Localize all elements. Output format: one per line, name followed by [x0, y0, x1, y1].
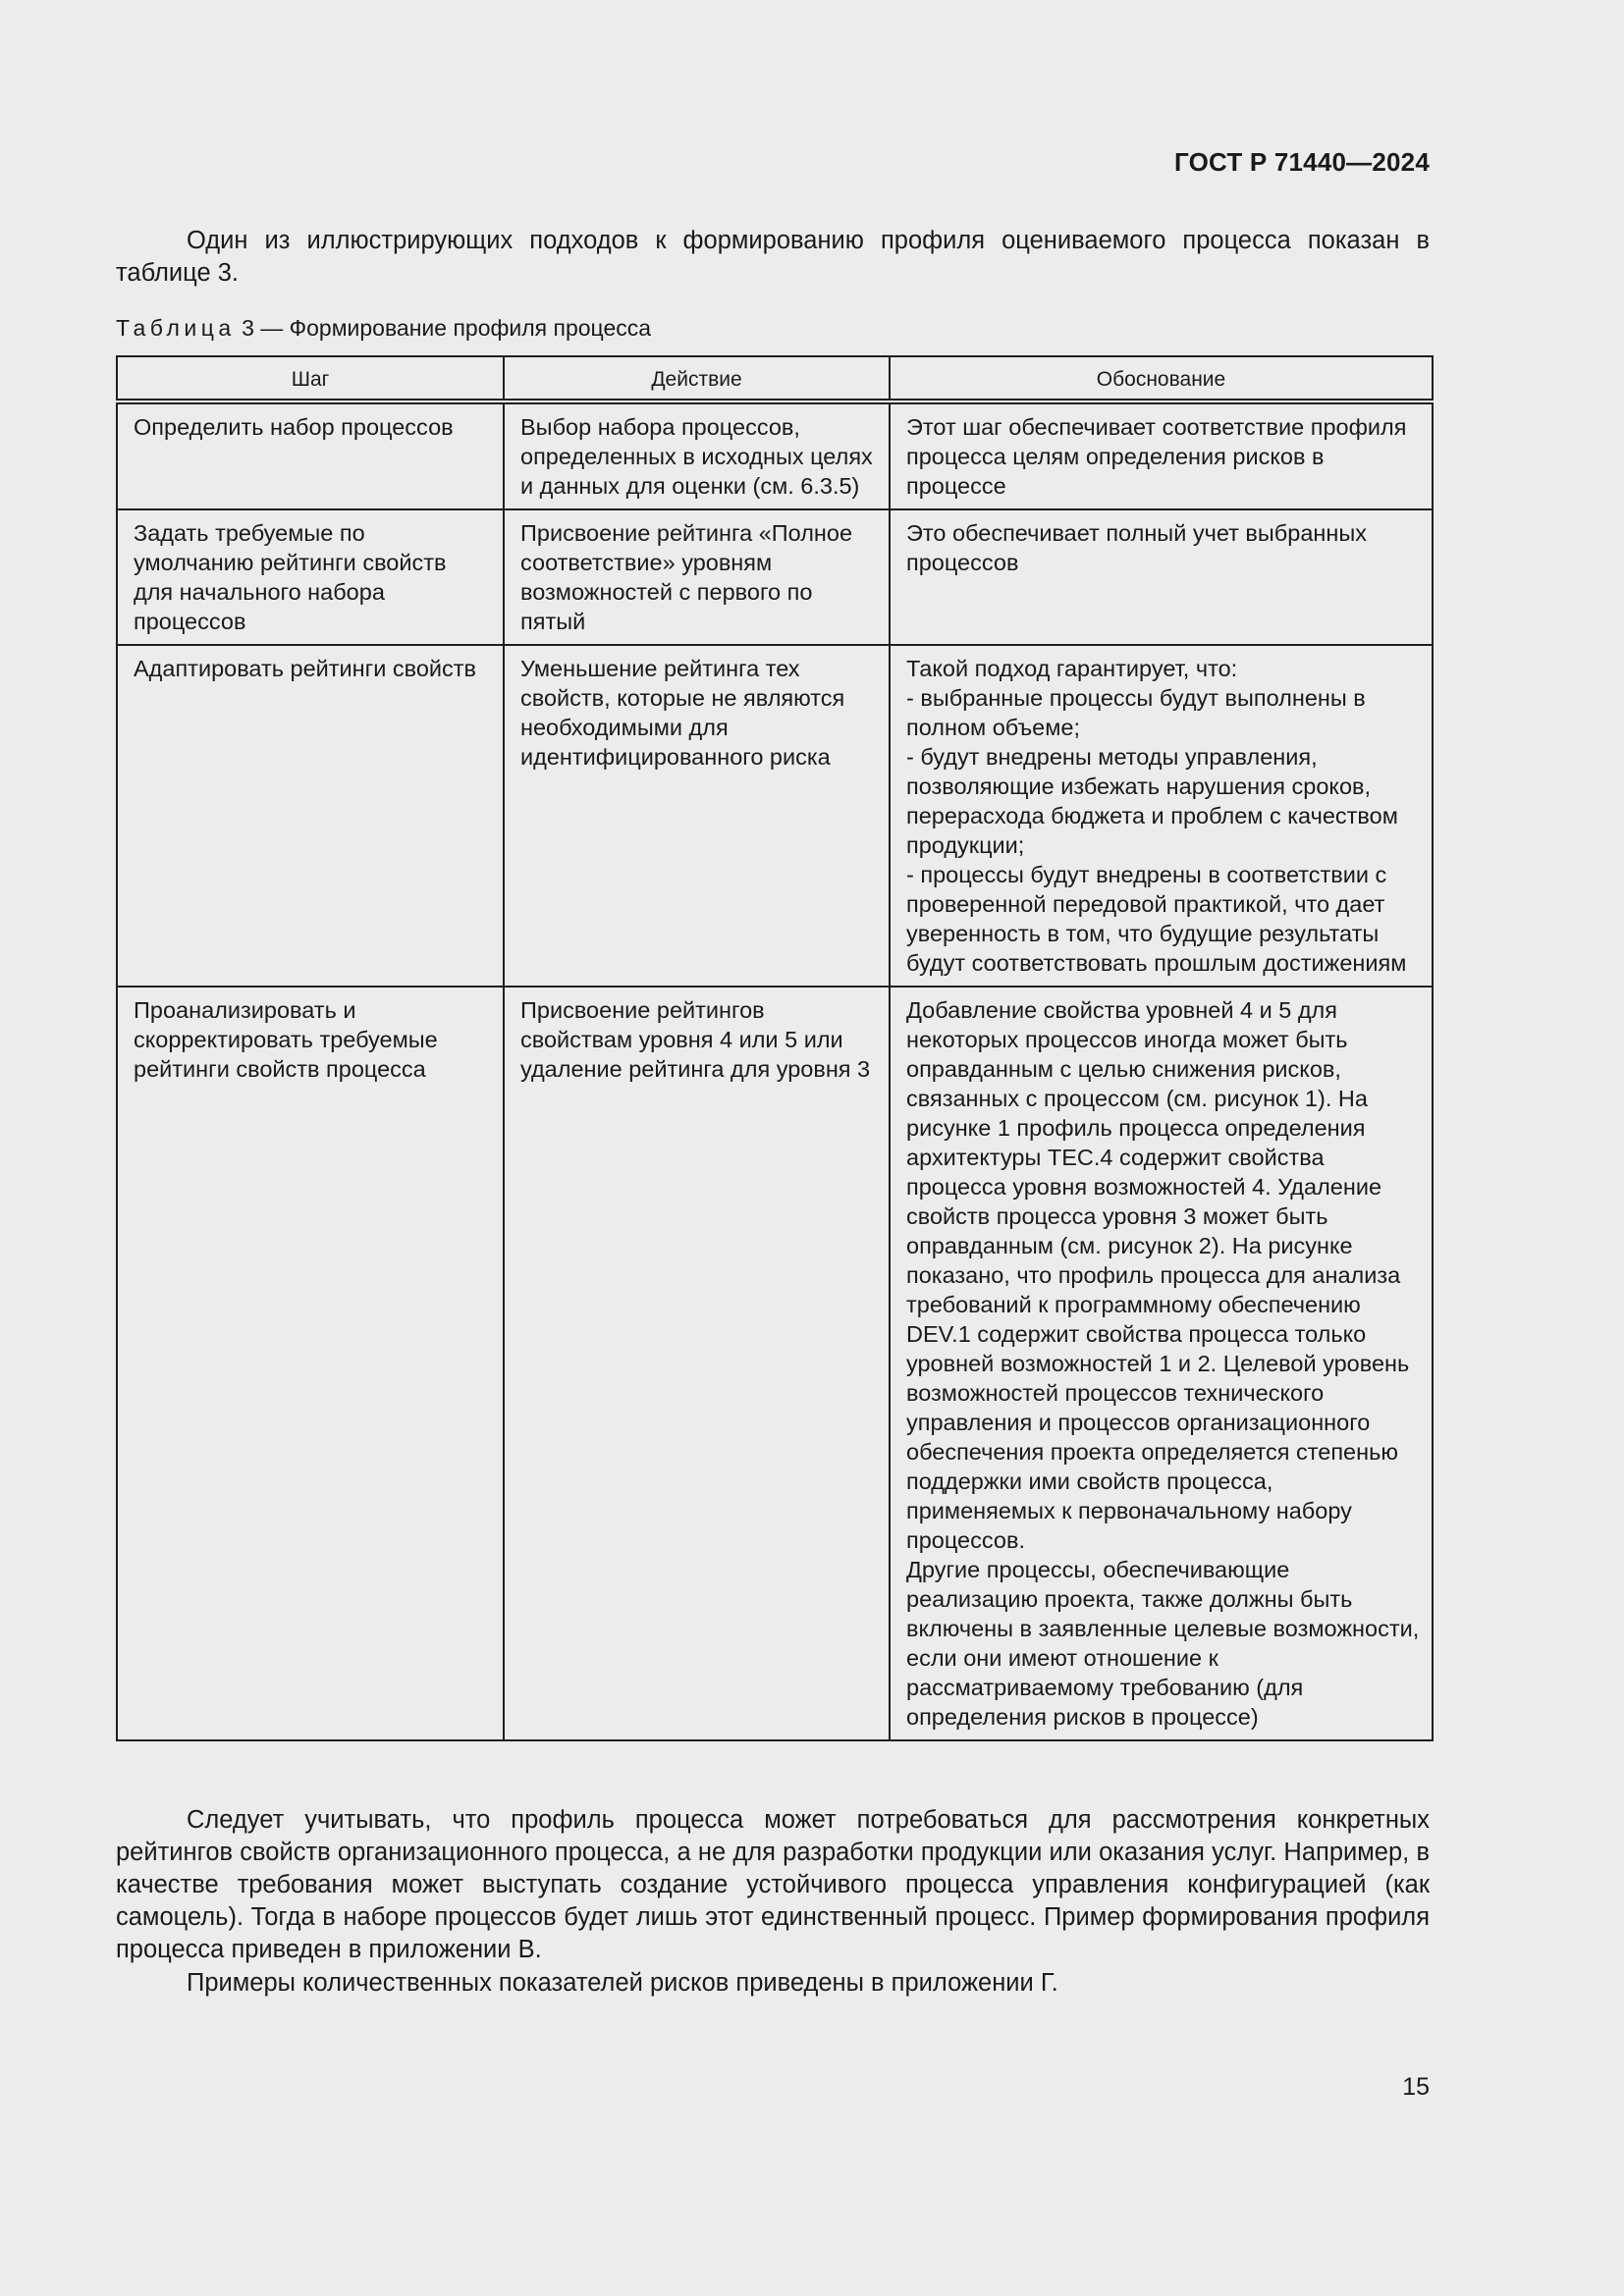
header-rationale: Обоснование — [890, 356, 1433, 401]
cell-rationale — [890, 509, 1433, 645]
cell-rationale — [890, 645, 1433, 987]
cell-action: Присвоение рейтингов свойствам уровня 4 или 5 или удаление рейтинга для уровня 3 — [504, 987, 890, 1740]
rationale-line: - будут внедрены методы управления, позволяющие избежать нарушения сроков, перерасхода бюджета и проблем с качеством продукции; — [906, 744, 1398, 858]
cell-action: Присвоение рейтинга «Полное соответствие» уровням возможностей с первого по пятый — [504, 509, 890, 645]
table-row — [117, 987, 1433, 1740]
after-table-paragraph: Следует учитывать, что профиль процесса может потребоваться для рассмотрения конкретных рейтингов свойств организационного процесса, а не для разработки продукции или оказания услуг. Например, в качестве требования может выступать создание устойчивого процесса управления конфигурацией (как самоцель). Тогда в наборе процессов будет лишь этот единственный процесс. Пример формирования профиля процесса приведен в приложении В. — [116, 1806, 1430, 1963]
page-number: 15 — [1402, 2073, 1430, 2101]
rationale-line: Добавление свойства уровней 4 и 5 для некоторых процессов иногда может быть оправданным с целью снижения рисков, связанных с процессом (см. рисунок 1). На рисунке 1 профиль процесса определения архитектуры TEC.4 содержит свойства процесса уровня возможностей 4. Удаление свойств процесса уровня 3 может быть оправданным (см. рисунок 2). На рисунке показано, что профиль процесса для анализа требований к программному обеспечению DEV.1 содержит свойства процесса только уровней возможностей 1 и 2. Целевой уровень возможностей процессов технического управления и процессов организационного обеспечения проекта определяется степенью поддержки ими свойств процесса, применяемых к первоначальному набору процессов. — [906, 997, 1410, 1553]
rationale-line: Это обеспечивает полный учет выбранных процессов — [906, 520, 1367, 575]
cell-rationale — [890, 987, 1433, 1740]
table-row — [117, 645, 1433, 987]
final-paragraph: Примеры количественных показателей рисков приведены в приложении Г. — [187, 1969, 1058, 1997]
cell-step: Задать требуемые по умолчанию рейтинги свойств для начального набора процессов — [117, 509, 504, 645]
cell-action: Уменьшение рейтинга тех свойств, которые не являются необходимыми для идентифицированного риска — [504, 645, 890, 987]
intro-paragraph: Один из иллюстрирующих подходов к формированию профиля оцениваемого процесса показан в таблице 3. — [116, 227, 1430, 287]
cell-action: Выбор набора процессов, определенных в исходных целях и данных для оценки (см. 6.3.5) — [504, 401, 890, 509]
cell-step: Адаптировать рейтинги свойств — [117, 645, 504, 987]
document-code: ГОСТ Р 71440—2024 — [1174, 147, 1430, 177]
process-profile-table — [116, 355, 1434, 1741]
table-header-row — [117, 356, 1433, 401]
rationale-line: - процессы будут внедрены в соответствии с проверенной передовой практикой, что дает уверенность в том, что будущие результаты будут соответствовать прошлым достижениям — [906, 862, 1407, 976]
table-caption-title: 3 — Формирование профиля процесса — [235, 315, 652, 341]
rationale-line: Этот шаг обеспечивает соответствие профиля процесса целям определения рисков в процессе — [906, 414, 1407, 499]
table-row — [117, 401, 1433, 509]
table-caption — [116, 313, 651, 343]
cell-step: Проанализировать и скорректировать требуемые рейтинги свойств процесса — [117, 987, 504, 1740]
rationale-line: Такой подход гарантирует, что: — [906, 656, 1238, 681]
table-row — [117, 509, 1433, 645]
cell-step: Определить набор процессов — [117, 401, 504, 509]
cell-rationale — [890, 401, 1433, 509]
rationale-line: - выбранные процессы будут выполнены в полном объеме; — [906, 685, 1366, 740]
table-caption-label: Таблица — [116, 315, 236, 341]
rationale-line: Другие процессы, обеспечивающие реализацию проекта, также должны быть включены в заявленные целевые возможности, если они имеют отношение к рассматриваемому требованию (для определения рисков в процессе) — [906, 1557, 1420, 1730]
header-action: Действие — [504, 356, 890, 401]
header-step: Шаг — [117, 356, 504, 401]
